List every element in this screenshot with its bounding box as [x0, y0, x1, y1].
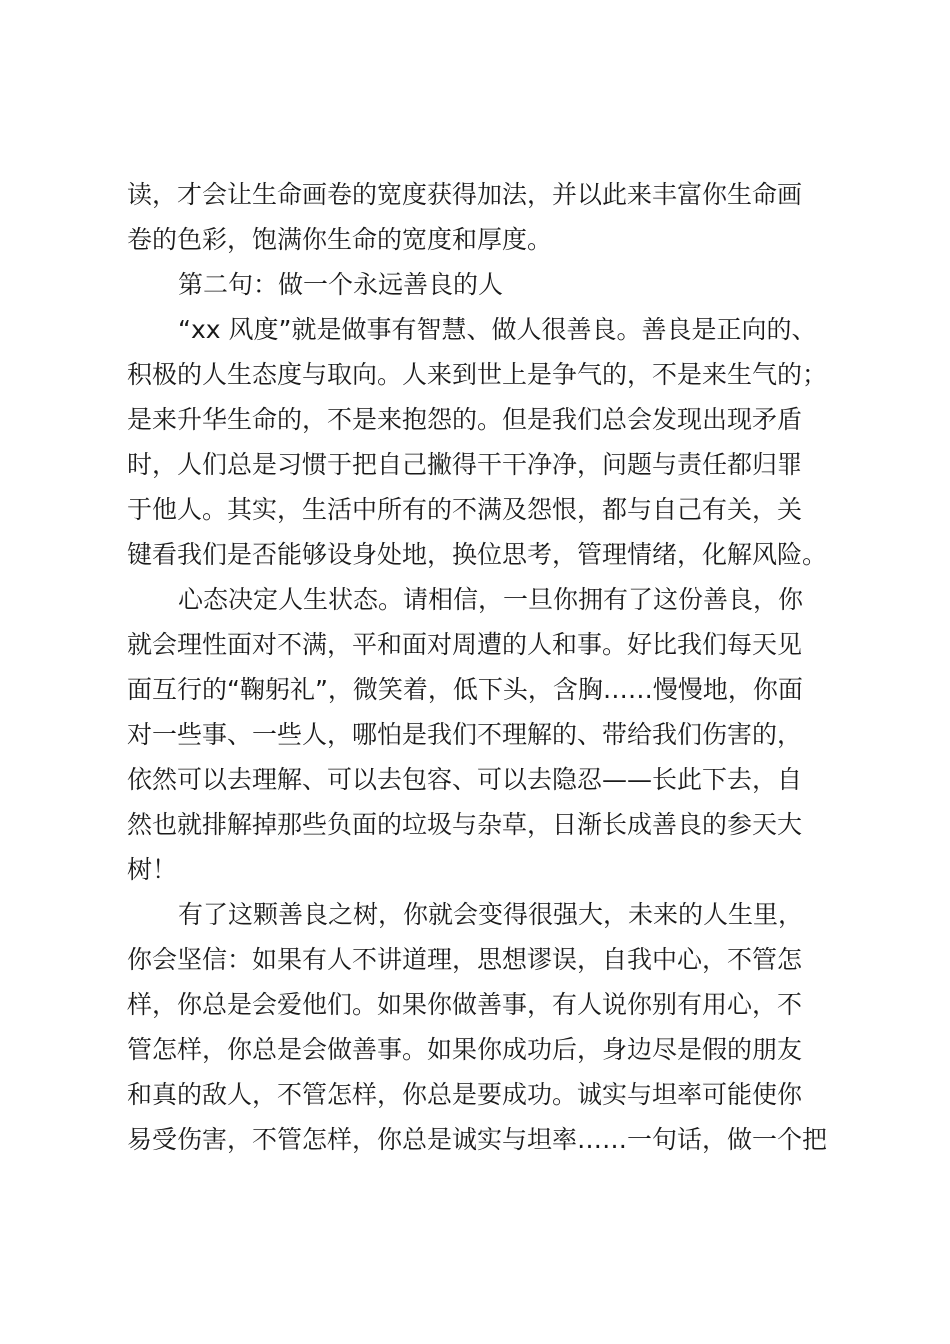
- text-line: 然也就排解掉那些负面的垃圾与杂草，日渐长成善良的参天大: [127, 810, 803, 839]
- text-line: 依然可以去理解、可以去包容、可以去隐忍——长此下去，自: [127, 765, 803, 794]
- text-line: 时，人们总是习惯于把自己撇得干干净净，问题与责任都归罪: [127, 450, 803, 479]
- text-line: 键看我们是否能够设身处地，换位思考，管理情绪，化解风险。: [127, 540, 828, 569]
- paragraph-start: “xx 风度”就是做事有智慧、做人很善良。善良是正向的、: [178, 315, 817, 344]
- text-line: 积极的人生态度与取向。人来到世上是争气的，不是来生气的；: [127, 360, 828, 389]
- paragraph-start: 有了这颗善良之树，你就会变得很强大，未来的人生里，: [178, 900, 804, 929]
- text-line: 管怎样，你总是会做善事。如果你成功后，身边尽是假的朋友: [127, 1035, 803, 1064]
- text-line: 卷的色彩，饱满你生命的宽度和厚度。: [127, 225, 553, 254]
- section-heading: 第二句：做一个永远善良的人: [178, 270, 504, 299]
- document-body: [127, 172, 837, 1162]
- text-line: 样，你总是会爱他们。如果你做善事，有人说你别有用心，不: [127, 990, 803, 1019]
- text-line: 树！: [127, 855, 178, 884]
- text-line: 是来升华生命的，不是来抱怨的。但是我们总会发现出现矛盾: [127, 405, 803, 434]
- text-line: 和真的敌人，不管怎样，你总是要成功。诚实与坦率可能使你: [127, 1080, 803, 1109]
- text-line: 你会坚信：如果有人不讲道理，思想谬误，自我中心，不管怎: [127, 945, 803, 974]
- text-line: 就会理性面对不满，平和面对周遭的人和事。好比我们每天见: [127, 630, 803, 659]
- text-line: 面互行的“鞠躬礼”，微笑着，低下头，含胸……慢慢地，你面: [127, 675, 803, 704]
- text-line: 读，才会让生命画卷的宽度获得加法，并以此来丰富你生命画: [127, 180, 803, 209]
- text-line: 于他人。其实，生活中所有的不满及怨恨，都与自己有关，关: [127, 495, 803, 524]
- text-line: 对一些事、一些人，哪怕是我们不理解的、带给我们伤害的，: [127, 720, 803, 749]
- text-line: 易受伤害，不管怎样，你总是诚实与坦率……一句话，做一个把: [127, 1125, 828, 1154]
- paragraph-start: 心态决定人生状态。请相信，一旦你拥有了这份善良，你: [178, 585, 804, 614]
